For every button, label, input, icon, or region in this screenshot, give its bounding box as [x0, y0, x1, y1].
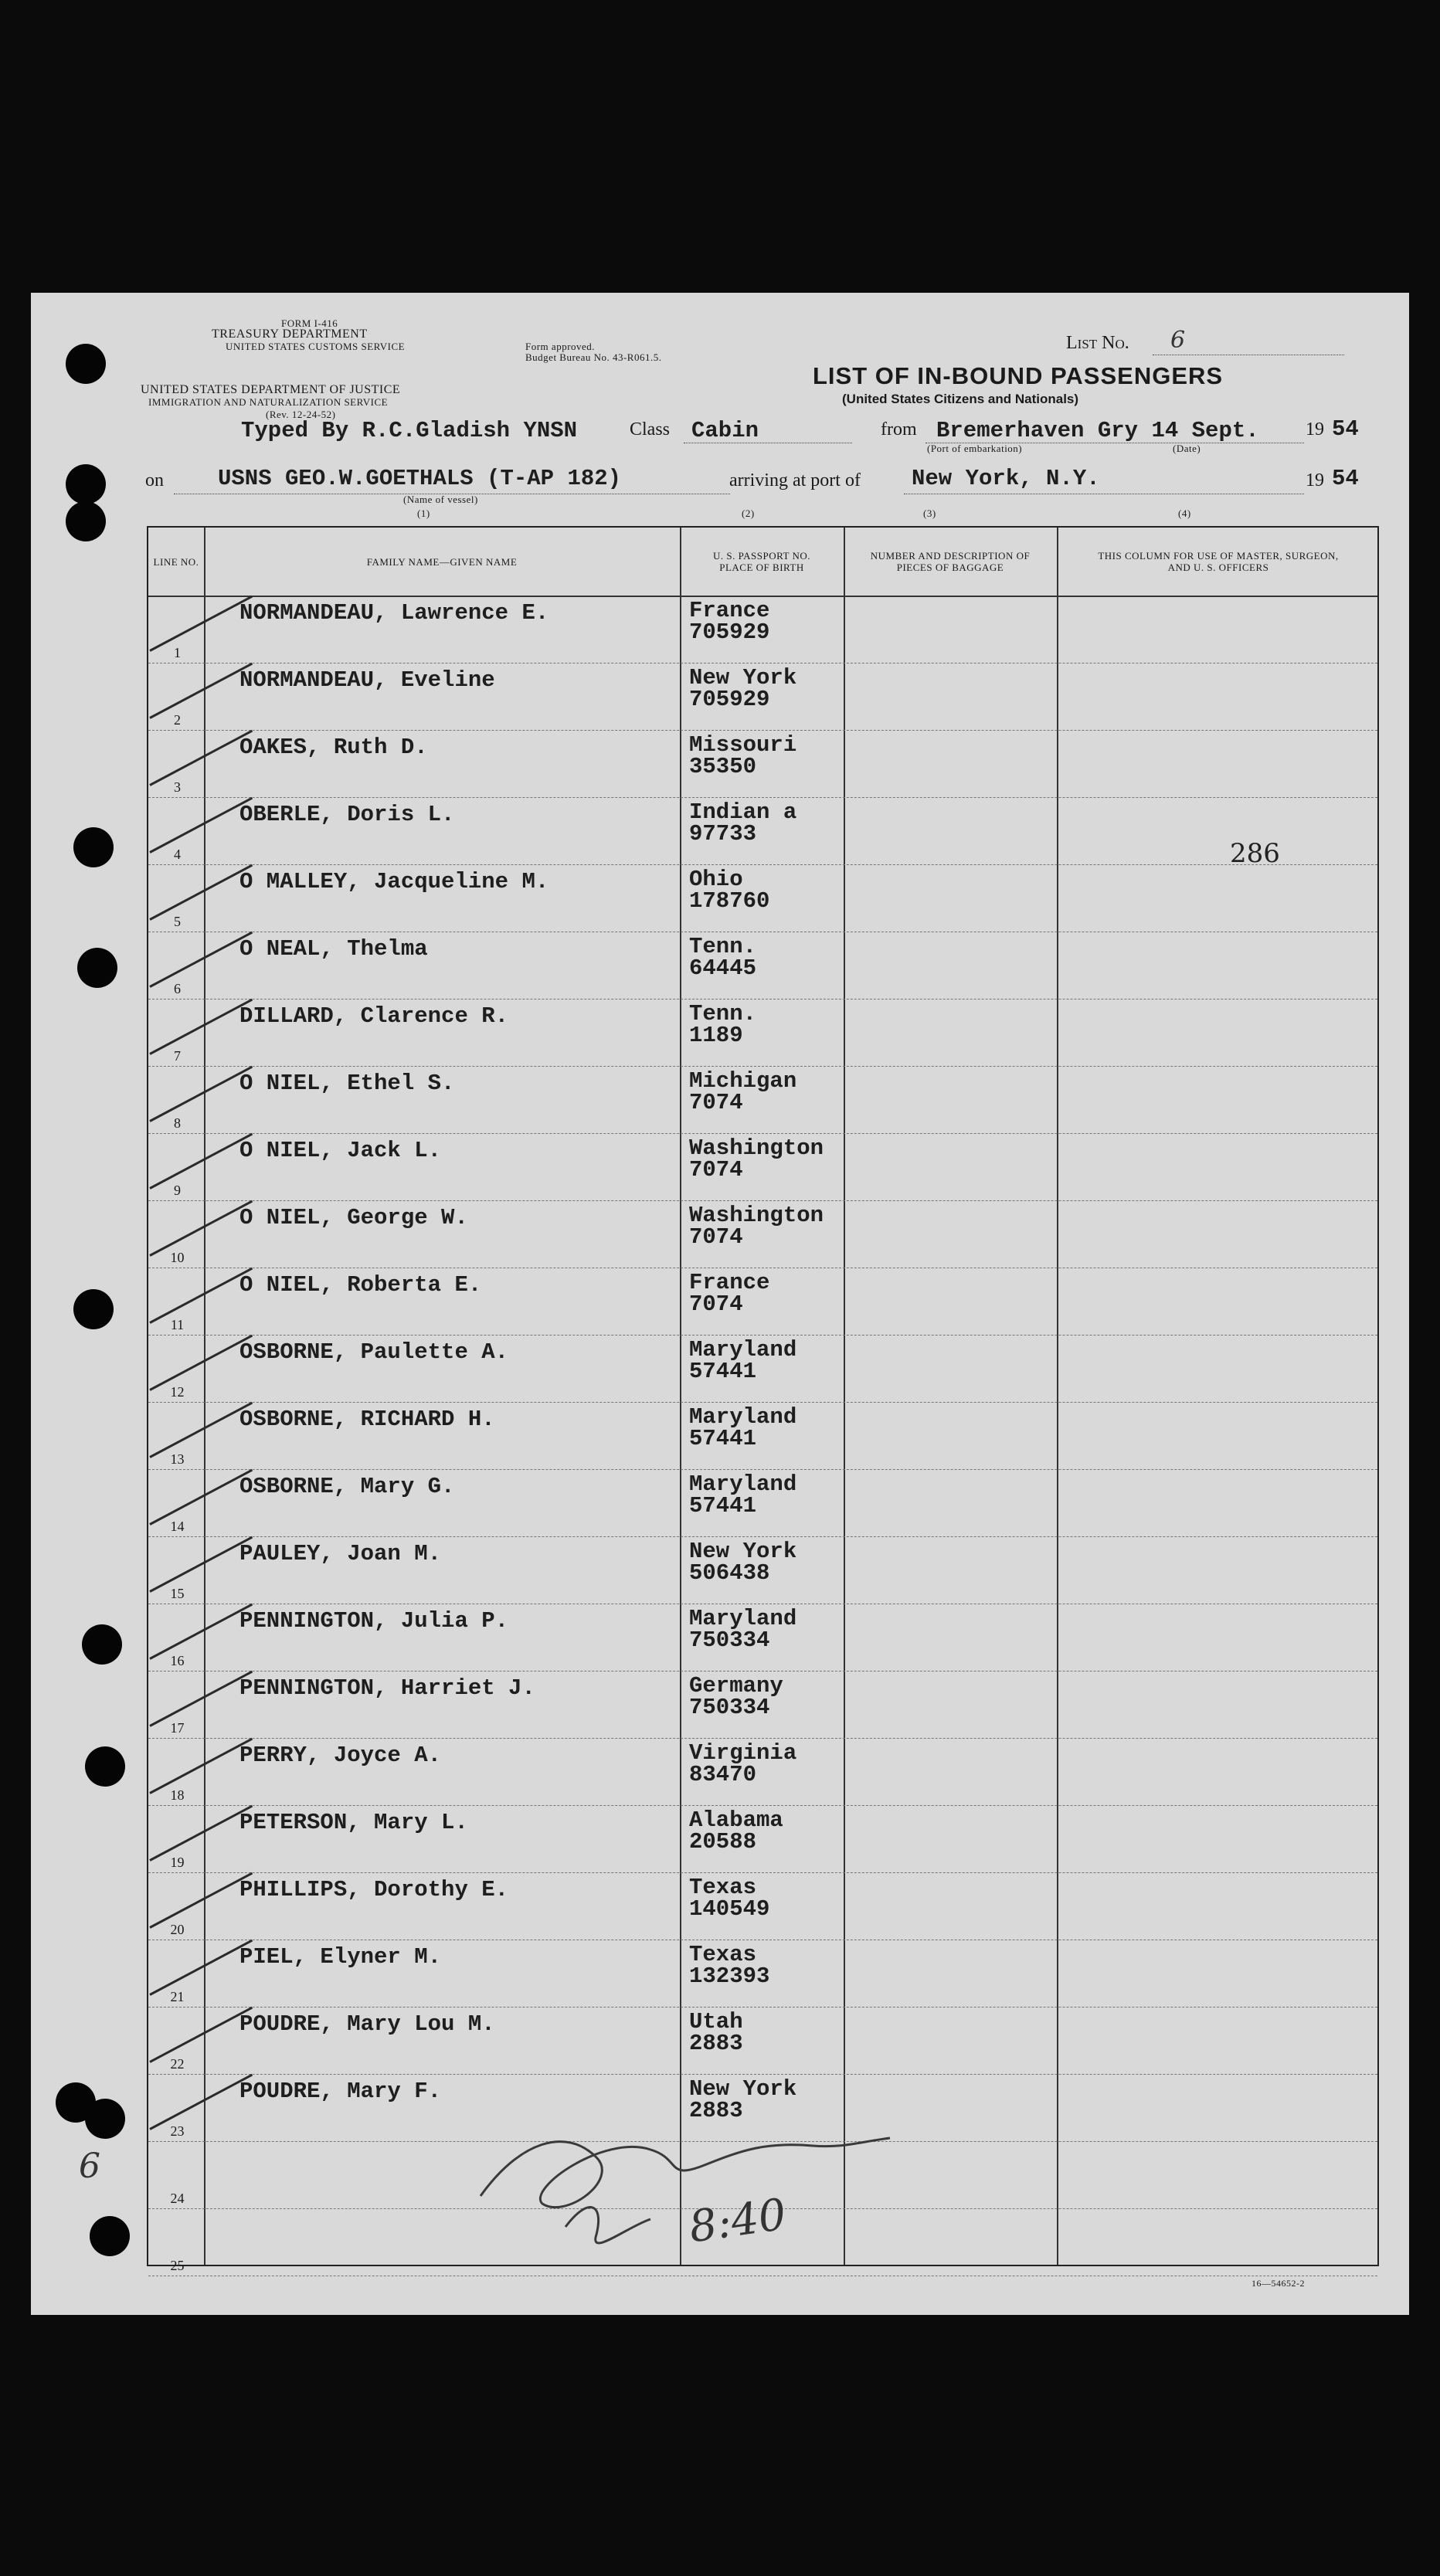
passport-number: 20588	[689, 1829, 757, 1855]
column-number-4: (4)	[1178, 507, 1191, 519]
check-mark	[149, 1200, 253, 1257]
line-number: 4	[174, 847, 181, 862]
line-number: 5	[174, 914, 181, 929]
birthplace-passport	[689, 936, 756, 979]
check-mark	[149, 1671, 253, 1727]
table-row	[148, 1268, 1377, 1336]
table-row	[148, 999, 1377, 1067]
birthplace-passport	[689, 1541, 796, 1584]
passenger-name: PENNINGTON, Harriet J.	[239, 1675, 535, 1701]
birthplace-passport	[689, 1135, 824, 1183]
binder-hole	[66, 501, 106, 541]
header-passport: U. S. PASSPORT NO. PLACE OF BIRTH	[713, 550, 810, 573]
line-number: 10	[170, 1250, 185, 1265]
passenger-name: O NEAL, Thelma	[239, 936, 428, 962]
manifest-sheet	[31, 293, 1409, 2315]
ins-service: IMMIGRATION AND NATURALIZATION SERVICE	[148, 396, 389, 408]
signature-time: 8:40	[686, 2189, 790, 2253]
passport-number: 1189	[689, 1023, 743, 1048]
place-of-birth: Maryland	[689, 1337, 797, 1363]
line-number: 2	[174, 712, 181, 728]
passport-number: 750334	[689, 1627, 770, 1653]
passenger-name: OSBORNE, RICHARD H.	[239, 1407, 495, 1432]
place-of-birth: Tenn.	[689, 1001, 757, 1027]
birthplace-passport	[689, 667, 796, 711]
date-caption: (Date)	[1173, 443, 1201, 454]
table-row	[148, 1536, 1377, 1604]
vessel-caption: (Name of vessel)	[403, 494, 478, 505]
place-of-birth: France	[689, 598, 770, 623]
passport-number: 140549	[689, 1896, 770, 1922]
place-of-birth: Utah	[689, 2009, 743, 2035]
passenger-name: OBERLE, Doris L.	[239, 802, 455, 827]
on-label: on	[145, 470, 164, 490]
passport-number: 7074	[689, 1224, 743, 1250]
birthplace-passport	[689, 1272, 769, 1315]
footer-code: 16—54652-2	[1252, 2278, 1305, 2289]
place-of-birth: Washington	[689, 1135, 824, 1161]
birthplace-passport	[689, 1404, 797, 1451]
form-title: LIST OF IN-BOUND PASSENGERS	[813, 362, 1224, 389]
passport-number: 64445	[689, 955, 757, 981]
check-mark	[149, 1268, 253, 1324]
binder-hole	[66, 464, 106, 504]
year-prefix-2: 19	[1306, 470, 1324, 490]
check-mark	[149, 596, 253, 652]
arriving-label: arriving at port of	[729, 470, 861, 490]
birthplace-passport	[689, 1205, 824, 1248]
passenger-name: NORMANDEAU, Eveline	[239, 667, 495, 693]
table-row	[148, 1335, 1377, 1403]
birthplace-passport	[689, 1339, 796, 1383]
check-mark	[149, 1536, 253, 1593]
binder-hole	[77, 948, 117, 988]
table-row	[148, 1738, 1377, 1806]
table-row	[148, 1133, 1377, 1201]
passport-number: 7074	[689, 1157, 743, 1183]
place-of-birth: Texas	[689, 1875, 757, 1900]
binder-hole	[85, 1746, 125, 1787]
header-baggage: NUMBER AND DESCRIPTION OF PIECES OF BAGGAGE	[870, 550, 1031, 573]
check-mark	[149, 1133, 253, 1190]
binder-hole	[73, 1289, 114, 1329]
revision-date: (Rev. 12-24-52)	[266, 409, 336, 420]
passport-number: 178760	[689, 888, 770, 914]
check-mark	[149, 1805, 253, 1862]
check-mark	[149, 864, 253, 921]
passport-number: 705929	[689, 687, 770, 712]
passport-number: 2883	[689, 2031, 743, 2056]
line-number: 8	[174, 1115, 181, 1131]
line-number: 3	[174, 779, 181, 795]
passport-number: 35350	[689, 754, 757, 779]
check-mark	[149, 1604, 253, 1660]
table-row	[148, 1872, 1377, 1940]
birthplace-passport	[689, 869, 769, 912]
column-number-3: (3)	[923, 507, 936, 519]
table-row	[148, 1604, 1377, 1672]
passenger-name: DILLARD, Clarence R.	[239, 1003, 509, 1029]
treasury-department: TREASURY DEPARTMENT	[212, 328, 368, 341]
passenger-name: PETERSON, Mary L.	[239, 1810, 468, 1835]
passport-number: 705929	[689, 619, 770, 645]
check-mark	[149, 730, 253, 786]
line-number: 11	[170, 1317, 185, 1332]
form-number: FORM I-416	[281, 317, 338, 329]
binder-hole	[73, 827, 114, 867]
place-of-birth: New York	[689, 2076, 797, 2102]
table-row	[148, 1200, 1377, 1268]
line-number: 12	[170, 1384, 185, 1400]
place-of-birth: Texas	[689, 1942, 757, 1967]
birthplace-passport	[689, 1068, 797, 1115]
passport-number: 57441	[689, 1359, 757, 1384]
table-row	[148, 730, 1377, 798]
year-prefix-1: 19	[1306, 419, 1324, 440]
list-no-value: 6	[1170, 327, 1186, 354]
birthplace-passport	[689, 1807, 783, 1855]
place-of-birth: Indian a	[689, 799, 797, 825]
line-number: 17	[170, 1720, 185, 1736]
check-mark	[149, 1066, 253, 1122]
vessel-name: USNS GEO.W.GOETHALS (T-AP 182)	[218, 466, 622, 491]
passenger-name: PHILLIPS, Dorothy E.	[239, 1877, 509, 1902]
passport-number: 57441	[689, 1493, 757, 1519]
birthplace-passport	[689, 1877, 769, 1920]
check-mark	[149, 932, 253, 988]
passenger-name: OAKES, Ruth D.	[239, 735, 428, 760]
check-mark	[149, 663, 253, 719]
check-mark	[149, 797, 253, 854]
binder-hole	[85, 2099, 125, 2139]
passenger-name: O NIEL, George W.	[239, 1205, 468, 1230]
place-of-birth: Michigan	[689, 1068, 797, 1094]
year-1: 54	[1332, 416, 1359, 442]
place-of-birth: Germany	[689, 1673, 783, 1699]
table-row	[148, 1469, 1377, 1537]
binder-hole	[90, 2216, 130, 2256]
line-number: 15	[170, 1586, 185, 1601]
check-mark	[149, 1469, 253, 1526]
check-mark	[149, 1402, 253, 1458]
passenger-name: O MALLEY, Jacqueline M.	[239, 869, 549, 894]
table-row	[148, 596, 1377, 664]
column-number-2: (2)	[742, 507, 755, 519]
place-of-birth: New York	[689, 665, 797, 691]
line-number: 24	[170, 2191, 185, 2206]
budget-bureau: Budget Bureau No. 43-R061.5.	[525, 351, 662, 363]
place-of-birth: Maryland	[689, 1606, 797, 1631]
list-no-label: List No.	[1066, 333, 1129, 353]
line-number: 23	[170, 2123, 185, 2139]
table-row	[148, 932, 1377, 1000]
column-number-1: (1)	[417, 507, 430, 519]
passenger-name: PERRY, Joyce A.	[239, 1743, 442, 1768]
line-number: 14	[170, 1519, 185, 1534]
table-row	[148, 663, 1377, 731]
header-officers: THIS COLUMN FOR USE OF MASTER, SURGEON, AND U. S. OFFICERS	[1098, 550, 1339, 573]
class-label: Class	[630, 419, 671, 440]
passport-number: 132393	[689, 1963, 770, 1989]
birthplace-passport	[689, 1471, 797, 1519]
passenger-name: PAULEY, Joan M.	[239, 1541, 442, 1566]
table-row	[148, 1066, 1377, 1134]
passenger-name: PENNINGTON, Julia P.	[239, 1608, 509, 1634]
passenger-name: OSBORNE, Paulette A.	[239, 1339, 509, 1365]
birthplace-passport	[689, 1003, 756, 1047]
line-number: 19	[170, 1855, 185, 1870]
birthplace-passport	[689, 2011, 743, 2055]
line-number: 7	[174, 1048, 181, 1064]
table-row	[148, 1805, 1377, 1873]
table-row	[148, 1671, 1377, 1739]
passport-number: 97733	[689, 821, 757, 847]
table-row	[148, 2007, 1377, 2075]
customs-service: UNITED STATES CUSTOMS SERVICE	[226, 341, 406, 352]
birthplace-passport	[689, 732, 797, 779]
birthplace-passport	[689, 799, 797, 847]
line-number: 13	[170, 1451, 185, 1467]
place-of-birth: Maryland	[689, 1404, 797, 1430]
place-of-birth: Missouri	[689, 732, 797, 758]
passport-number: 83470	[689, 1762, 757, 1787]
passenger-name: OSBORNE, Mary G.	[239, 1474, 455, 1499]
passenger-name: PIEL, Elyner M.	[239, 1944, 442, 1970]
birthplace-passport	[689, 1740, 797, 1787]
passenger-name: NORMANDEAU, Lawrence E.	[239, 600, 549, 626]
class-value: Cabin	[691, 418, 759, 443]
header-name: FAMILY NAME—GIVEN NAME	[366, 555, 518, 568]
passenger-name: O NIEL, Jack L.	[239, 1138, 442, 1163]
birthplace-passport	[689, 1944, 769, 1987]
passport-number: 2883	[689, 2098, 743, 2123]
passport-number: 57441	[689, 1426, 757, 1451]
table-row	[148, 1940, 1377, 2008]
passenger-name: POUDRE, Mary F.	[239, 2079, 442, 2104]
line-number: 25	[170, 2258, 185, 2273]
place-of-birth: Alabama	[689, 1807, 783, 1833]
table-row	[148, 797, 1377, 865]
year-2: 54	[1332, 466, 1359, 491]
check-mark	[149, 1940, 253, 1996]
line-number: 1	[174, 645, 181, 660]
place-of-birth: New York	[689, 1539, 797, 1564]
passenger-table	[147, 526, 1379, 2273]
place-of-birth: Ohio	[689, 867, 743, 892]
check-mark	[149, 2074, 253, 2130]
binder-hole	[82, 1624, 122, 1665]
line-number: 22	[170, 2056, 185, 2072]
line-number: 16	[170, 1653, 185, 1668]
official-signature	[473, 2111, 921, 2265]
port-caption: (Port of embarkation)	[927, 443, 1023, 454]
arrival-port: New York, N.Y.	[912, 466, 1100, 491]
check-mark	[149, 2007, 253, 2063]
place-of-birth: Virginia	[689, 1740, 797, 1766]
line-number: 18	[170, 1787, 185, 1803]
embarkation-port: Bremerhaven Gry 14 Sept.	[936, 418, 1259, 443]
binder-hole	[66, 344, 106, 384]
table-row	[148, 864, 1377, 932]
from-label: from	[881, 419, 917, 440]
typed-by: Typed By R.C.Gladish YNSN	[241, 418, 578, 443]
passenger-name: O NIEL, Ethel S.	[239, 1071, 455, 1096]
passenger-name: O NIEL, Roberta E.	[239, 1272, 482, 1298]
passport-number: 7074	[689, 1291, 743, 1317]
header-line-no: LINE NO.	[153, 555, 199, 568]
line-number: 20	[170, 1922, 185, 1937]
line-number: 21	[170, 1989, 185, 2004]
place-of-birth: Tenn.	[689, 934, 757, 959]
table-row	[148, 1402, 1377, 1470]
check-mark	[149, 1738, 253, 1794]
passport-number: 750334	[689, 1695, 770, 1720]
place-of-birth: France	[689, 1270, 770, 1295]
passenger-name: POUDRE, Mary Lou M.	[239, 2011, 495, 2037]
line-number: 9	[174, 1183, 181, 1198]
justice-department: UNITED STATES DEPARTMENT OF JUSTICE	[141, 383, 401, 396]
passport-number: 506438	[689, 1560, 770, 1586]
passport-number: 7074	[689, 1090, 743, 1115]
form-subtitle: (United States Citizens and Nationals)	[842, 392, 1079, 406]
birthplace-passport	[689, 1675, 783, 1719]
officer-stamp-number: 286	[1230, 838, 1280, 869]
margin-number: 6	[79, 2147, 100, 2186]
birthplace-passport	[689, 1608, 796, 1651]
birthplace-passport	[689, 600, 769, 643]
form-approved: Form approved.	[525, 341, 596, 352]
place-of-birth: Washington	[689, 1203, 824, 1228]
line-number: 6	[174, 981, 181, 996]
place-of-birth: Maryland	[689, 1471, 797, 1497]
check-mark	[149, 999, 253, 1055]
check-mark	[149, 1872, 253, 1929]
check-mark	[149, 1335, 253, 1391]
